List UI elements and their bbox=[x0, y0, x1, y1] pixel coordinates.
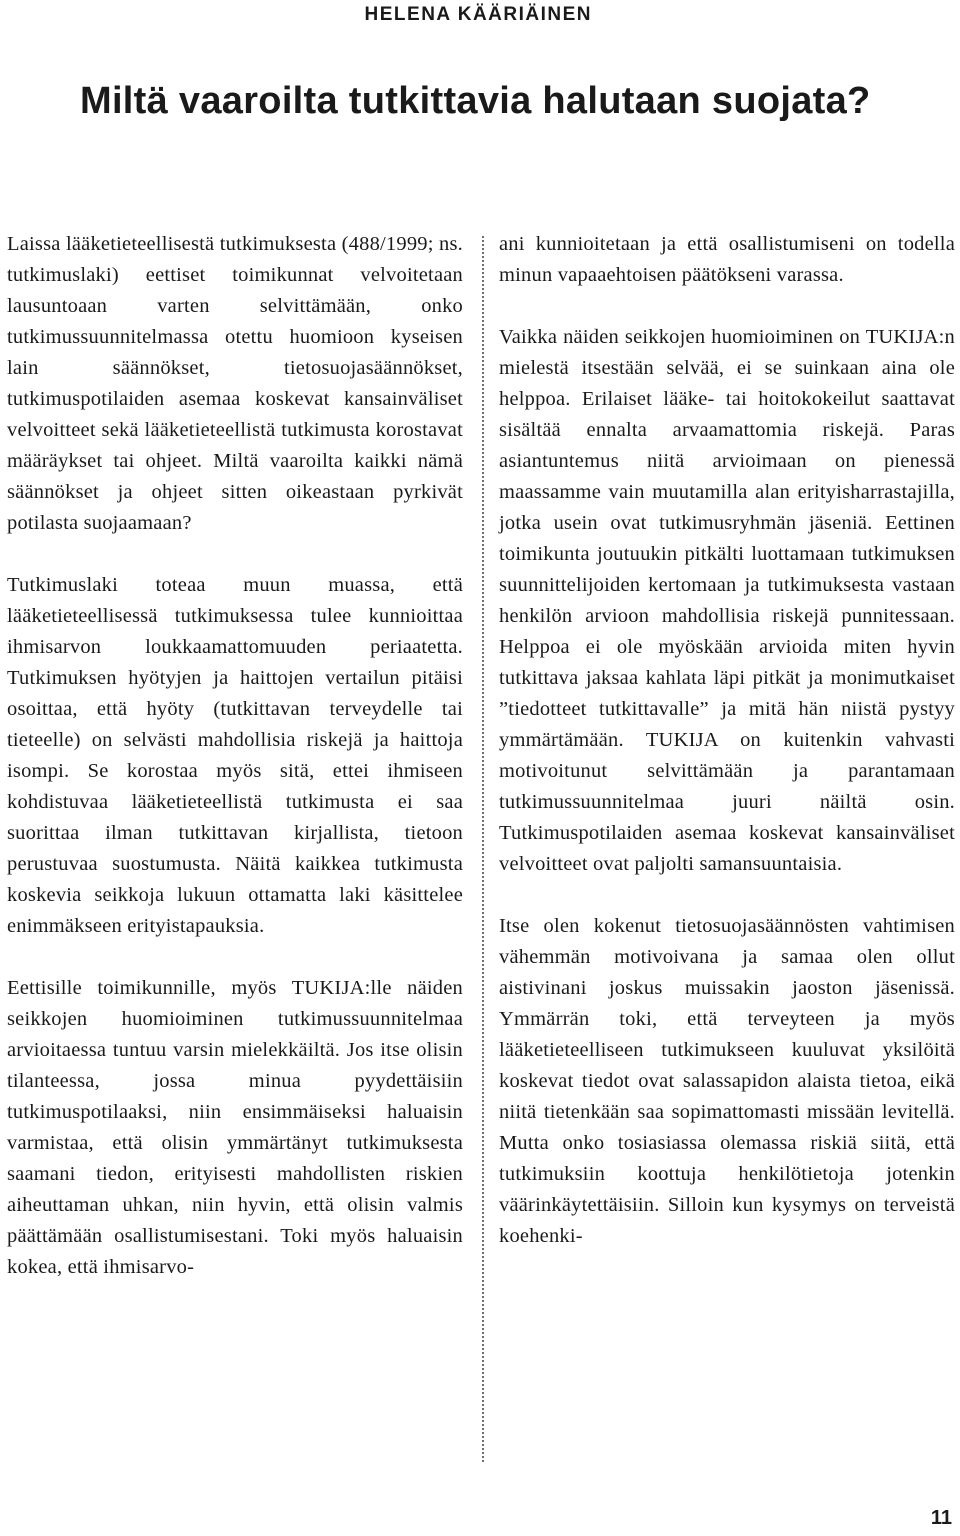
body-paragraph: Vaikka näiden seikkojen huomioiminen on TUKIJA:n mielestä itsestään selvää, ei se suinkaan aina ole helppoa. Erilaiset lääke- tai hoitokokeilut saattavat sisältää ennalta arvaamattomia riskejä. Paras asiantuntemus niitä arvioimaan on pienessä maassamme vain muutamilla alan erityisharrastajilla, jotka usein ovat tutkimusryhmän jäseniä. Eettinen toimikunta joutuukin pitkälti luottamaan tutkimuksen suunnittelijoiden kertomaan ja tutkimuksesta vastaan henkilön arvioon mahdollisia riskejä punnitessaan. Helppoa ei ole myöskään arvioida miten hyvin tutkittava jaksaa kahlata läpi pitkät ja monimutkaiset ”tiedotteet tutkittavalle” ja mitä hän niistä pystyy ymmärtämään. TUKIJA on kuitenkin vahvasti motivoitunut selvittämään ja parantamaan tutkimussuunnitelmaa juuri näiltä osin. Tutkimuspotilaiden asemaa koskevat kansainväliset velvoitteet ovat paljolti samansuuntaisia. bbox=[499, 326, 955, 875]
left-column bbox=[7, 229, 463, 1283]
running-head-author: HELENA KÄÄRIÄINEN bbox=[364, 4, 592, 25]
body-paragraph: ani kunnioitetaan ja että osallistumiseni on todella minun vapaaehtoisen päätökseni varassa. bbox=[499, 233, 955, 286]
column-divider bbox=[482, 236, 484, 1462]
body-paragraph: Itse olen kokenut tietosuojasäännösten vahtimisen vähemmän motivoivana ja samaa olen ollut aistivinani joskus muissakin jaoston jäsenissä. Ymmärrän toki, että terveyteen ja myös lääketieteelliseen tutkimukseen kuuluvat yksilöitä koskevat tiedot ovat salassapidon alaista tietoa, eikä niitä tietenkään saa sopimattomasti missään levitellä. Mutta onko tosiasiassa olemassa riskiä siitä, että tutkimuksiin koottuja henkilötietoja jotenkin väärinkäytettäisiin. Silloin kun kysymys on terveistä koehenki- bbox=[499, 915, 955, 1247]
page-number: 11 bbox=[930, 1507, 952, 1529]
right-column bbox=[499, 229, 955, 1252]
body-paragraph: Laissa lääketieteellisestä tutkimuksesta (488/1999; ns. tutkimuslaki) eettiset toimikunnat velvoitetaan lausuntoaan varten selvittämään, onko tutkimussuunnitelmassa otettu huomioon kyseisen lain säännökset, tietosuojasäännökset, tutkimuspotilaiden asemaa koskevat kansainväliset velvoitteet sekä lääketieteellistä tutkimusta korostavat määräykset tai ohjeet. Miltä vaaroilta kaikki nämä säännökset ja ohjeet sitten oikeastaan pyrkivät potilasta suojaamaan? bbox=[7, 233, 463, 534]
body-paragraph: Tutkimuslaki toteaa muun muassa, että lääketieteellisessä tutkimuksessa tulee kunnioittaa ihmisarvon loukkaamattomuuden periaatetta. Tutkimuksen hyötyjen ja haittojen vertailun pitäisi osoittaa, että hyöty (tutkittavan terveydelle tai tieteelle) on selvästi mahdollisia riskejä ja haittoja isompi. Se korostaa myös sitä, ettei ihmiseen kohdistuvaa lääketieteellistä tutkimusta ei saa suorittaa ilman tutkittavan kirjallista, tietoon perustuvaa suostumusta. Näitä kaikkea tutkimusta koskevia seikkoja lukuun ottamatta laki käsittelee enimmäkseen erityistapauksia. bbox=[7, 574, 463, 937]
article-title: Miltä vaaroilta tutkittavia halutaan suojata? bbox=[80, 80, 871, 122]
body-paragraph: Eettisille toimikunnille, myös TUKIJA:lle näiden seikkojen huomioiminen tutkimussuunnitelmaa arvioitaessa tuntuu varsin mielekkäiltä. Jos itse olisin tilanteessa, jossa minua pyydettäisiin tutkimuspotilaaksi, niin ensimmäiseksi haluaisin varmistaa, että olisin ymmärtänyt tutkimuksesta saamani tiedon, erityisesti mahdollisten riskien aiheuttaman uhkan, niin hyvin, että olisin valmis päättämään osallistumisestani. Toki myös haluaisin kokea, että ihmisarvo- bbox=[7, 977, 463, 1278]
